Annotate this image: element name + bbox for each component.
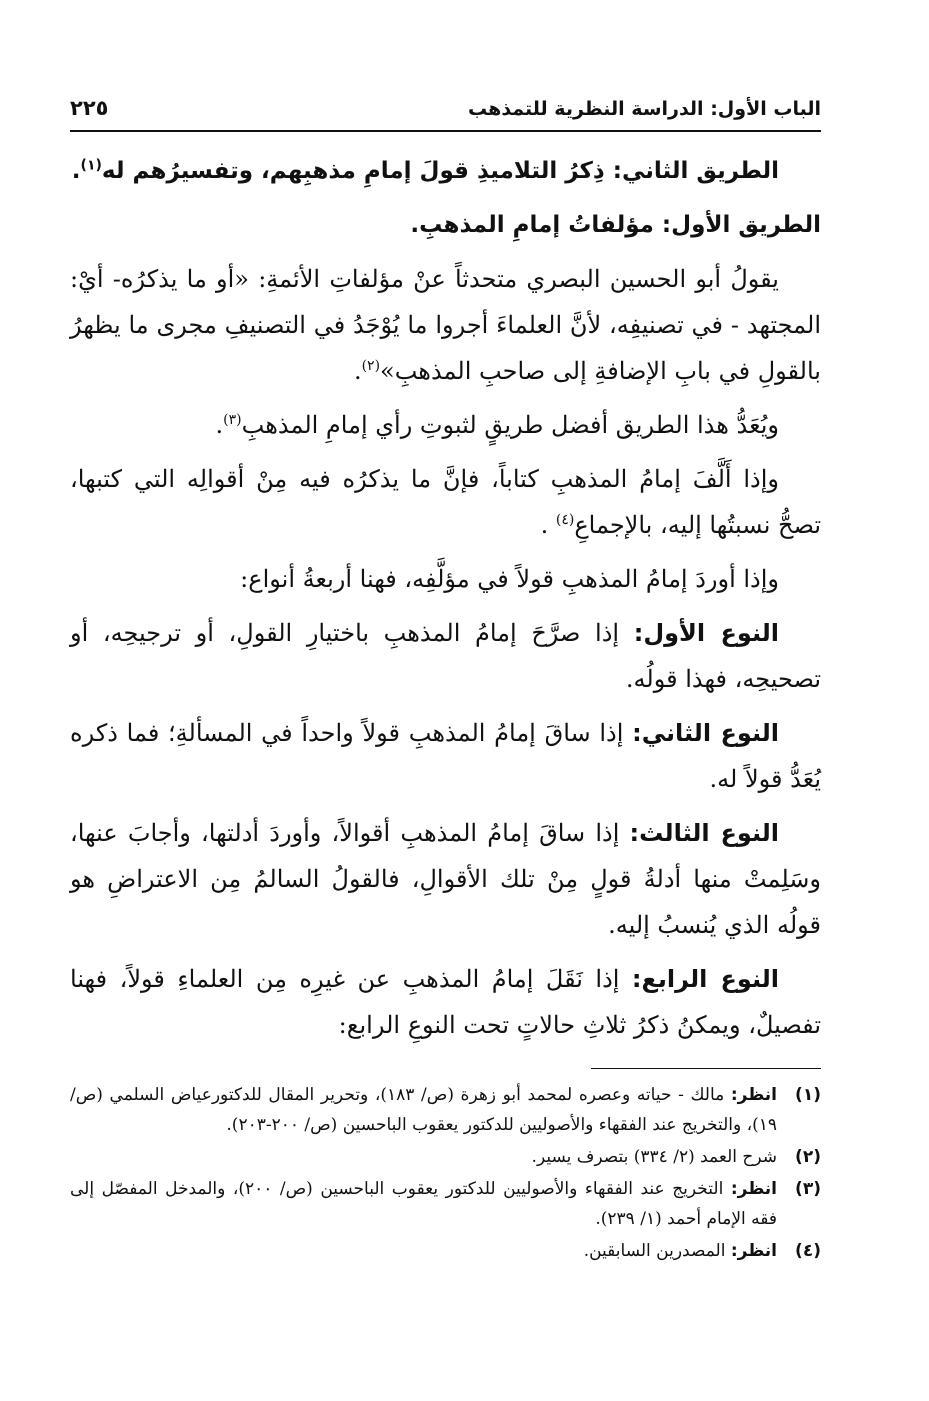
- paragraph-four-types: وإذا أوردَ إمامُ المذهبِ قولاً في مؤلَّفِه، فهنا أربعةُ أنواع:: [240, 565, 779, 593]
- footnotes: [70, 1080, 821, 1268]
- paragraph-type-three: [70, 810, 821, 948]
- running-title: الباب الأول: الدراسة النظرية للتمذهب: [468, 98, 821, 120]
- footnote-lead: انظر:: [730, 1179, 777, 1199]
- footnote-body: المصدرين السابقين.: [583, 1241, 731, 1261]
- paragraph-text: الطريق الثاني: ذِكرُ التلاميذِ قولَ إمامِ مذهبِهم، وتفسيرُهم له: [101, 158, 779, 184]
- paragraph-type-four: [70, 956, 821, 1048]
- paragraph-type-one: [70, 610, 821, 702]
- footnote-ref-2: (٢): [361, 358, 381, 374]
- footnote-1: [70, 1080, 821, 1140]
- footnote-ref-1: (١): [80, 157, 102, 174]
- footnote-text: [70, 1174, 777, 1234]
- paragraph-text: إذا صرَّحَ إمامُ المذهبِ باختيارِ القولِ، أو ترجيحِه، أو تصحيحِه، فهذا قولُه.: [70, 619, 821, 693]
- paragraph-abu-alhusain-quote: [70, 256, 821, 394]
- footnote-ref-3: (٣): [223, 412, 242, 428]
- paragraph-text: وإذا أَلَّفَ إمامُ المذهبِ كتاباً، فإنَّ ما يذكرُه فيه مِنْ أقوالِه التي كتبها، تصحُّ نسبتُها إليه، بالإجماعِ: [70, 465, 821, 539]
- footnote-text: [70, 1142, 777, 1172]
- page-number: ٢٢٥: [70, 96, 109, 120]
- footnote-4: [70, 1236, 821, 1266]
- footnote-2: [70, 1142, 821, 1172]
- type-two-label: النوع الثاني:: [632, 719, 779, 747]
- footnote-ref-4: (٤): [555, 512, 575, 528]
- paragraph-best-path: [70, 402, 821, 448]
- paragraph-text: ويُعَدُّ هذا الطريق أفضل طريقٍ لثبوتِ رأي إمامِ المذهبِ: [241, 411, 779, 439]
- paragraph-end: .: [71, 158, 81, 184]
- footnote-number: (٤): [795, 1241, 821, 1261]
- type-one-label: النوع الأول:: [633, 619, 779, 647]
- paragraph-end: .: [215, 411, 224, 439]
- footnote-text: [70, 1236, 777, 1266]
- footnote-number: (٢): [795, 1147, 821, 1167]
- page-header: [70, 96, 821, 132]
- paragraph-end: .: [540, 511, 556, 539]
- type-three-label: النوع الثالث:: [629, 819, 779, 847]
- footnote-3: [70, 1174, 821, 1234]
- paragraph-authored-book: [70, 456, 821, 548]
- main-text: [70, 148, 821, 1056]
- paragraph-type-two: [70, 710, 821, 802]
- paragraph-text: إذا ساقَ إمامُ المذهبِ أقوالاً، وأوردَ أدلتها، وأجابَ عنها، وسَلِمتْ منها أدلةُ قولٍ مِنْ تلك الأقوالِ، فالقولُ السالمُ مِن الاعتراضِ هو قولُه الذي يُنسبُ إليه.: [70, 819, 821, 939]
- footnote-lead: انظر:: [730, 1241, 777, 1261]
- footnote-divider: [591, 1068, 821, 1069]
- footnote-body: مالك - حياته وعصره لمحمد أبو زهرة (ص/ ١٨٣)، وتحرير المقال للدكتورعياض السلمي (ص/ ١٩)، والتخريج عند الفقهاء والأصوليين للدكتور يعقوب الباحسين (ص/ ٢٠٠-٢٠٣).: [70, 1085, 777, 1135]
- footnote-number: (٣): [795, 1179, 821, 1199]
- footnote-number: (١): [795, 1085, 821, 1105]
- section-heading-first-path: الطريق الأول: مؤلفاتُ إمامِ المذهبِ.: [410, 212, 821, 238]
- paragraph-text: يقولُ أبو الحسين البصري متحدثاً عنْ مؤلفاتِ الأئمةِ: «أو ما يذكرُه- أيْ: المجتهد - في تصنيفِه، لأنَّ العلماءَ أجروا ما يُوْجَدُ في التصنيفِ مجرى ما يظهرُ بالقولِ في بابِ الإضافةِ إلى صاحبِ المذهبِ»: [70, 265, 821, 385]
- paragraph-text: إذا ساقَ إمامُ المذهبِ قولاً واحداً في المسألةِ؛ فما ذكره يُعَدُّ قولاً له.: [70, 719, 821, 793]
- footnote-body: شرح العمد (٢/ ٣٣٤) بتصرف يسير.: [531, 1147, 777, 1167]
- paragraph-text: إذا نَقَلَ إمامُ المذهبِ عن غيرِه مِن العلماءِ قولاً، فهنا تفصيلٌ، ويمكنُ ذكرُ ثلاثِ حالاتٍ تحت النوعِ الرابع:: [70, 965, 821, 1039]
- footnote-lead: انظر:: [730, 1085, 778, 1105]
- paragraph-second-path: [70, 148, 821, 194]
- type-four-label: النوع الرابع:: [631, 965, 780, 993]
- footnote-text: [70, 1080, 777, 1140]
- paragraph-end: .: [353, 357, 362, 385]
- footnote-body: التخريج عند الفقهاء والأصوليين للدكتور يعقوب الباحسين (ص/ ٢٠٠)، والمدخل المفصّل إلى فقه الإمام أحمد (١/ ٢٣٩).: [70, 1179, 777, 1229]
